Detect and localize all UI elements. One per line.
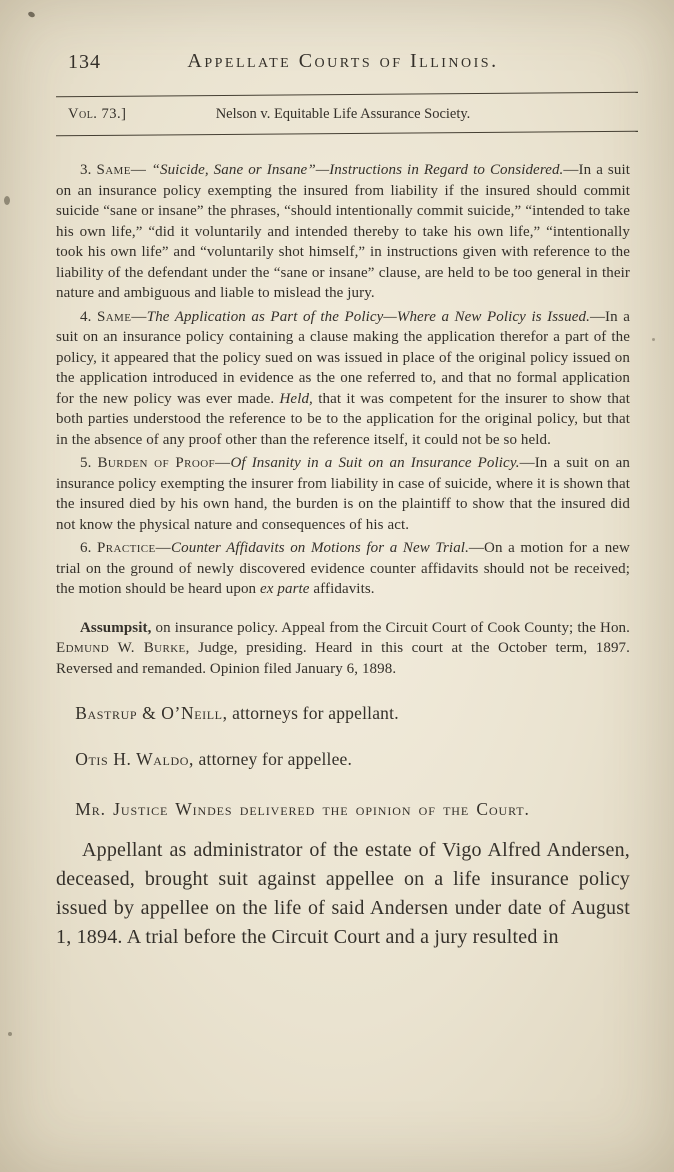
headnote-body: —In a suit on an insurance policy exempting the insured from liability if the insured should commit suicide “sane or insane” the phrases, “should intentionally commit suicide,” “intended to take his own life,” “did it voluntarily and intended thereby to take his own life,” “intentionally took his own life” and “voluntarily shot himself,” in instructions given with reference to the liability of the defendant under the “sane or insane” clause, are held to be too general in their nature and ambiguous and liable to mislead the jury. [56, 162, 631, 301]
case-summary-paragraph [56, 618, 630, 680]
appellee-attorney-line [56, 747, 630, 771]
divider-rule-top [56, 92, 638, 98]
opinion-heading: Mr. Justice Windes delivered the opinion of the Court. [75, 799, 530, 819]
attorney-role: attorney for appellee. [193, 749, 353, 769]
running-head [56, 104, 630, 124]
headnote-body: —In a suit on an insurance policy containing a clause making the application therefor a part of the policy, it appeared that the policy sued on was issued in place of the original policy issued on the application introduced in evidence as the one referred to, and that no formal application for the new policy was ever made. [56, 308, 630, 407]
appellant-attorney-line [56, 701, 630, 725]
page-header [56, 48, 630, 76]
case-name: Nelson v. Equitable Life Assurance Society. [215, 106, 471, 122]
headnote-title: Counter Affidavits on Motions for a New Trial. [171, 540, 469, 556]
headnote-title: The Application as Part of the Policy—Where a New Policy is Issued. [146, 308, 590, 325]
page-number: 134 [68, 51, 101, 73]
headnote-body: —In a suit on an insurance policy exempting the insurer from liability in case of suicide, where it is shown that the insured died by his own hand, the burden is on the plaintiff to show that the insured did not know the physical nature and consequences of his act. [56, 455, 630, 533]
book-title: Appellate Courts of Illinois. [187, 50, 499, 72]
headnote-body-continued: affidavits. [309, 581, 375, 597]
headnotes-section [56, 160, 630, 600]
headnote-title: “Suicide, Sane or Insane”—Instructions in Regard to Considered. [151, 162, 564, 178]
scan-speck [8, 1032, 12, 1036]
headnote-label: Practice— [97, 540, 172, 556]
headnote-number: 6. [80, 540, 92, 556]
headnote-number: 4. [80, 308, 92, 325]
headnote-emphasis: ex parte [260, 581, 310, 597]
attorney-role: attorneys for appellant. [227, 703, 399, 723]
divider-rule-bottom [56, 131, 638, 137]
judge-name: Edmund W. Burke, [56, 640, 190, 656]
headnote-3 [56, 160, 630, 304]
scan-speck [652, 338, 655, 341]
headnote-6 [56, 538, 630, 600]
headnote-title: Of Insanity in a Suit on an Insurance Policy. [230, 455, 520, 471]
headnote-body: —On a motion for a new trial on the ground of newly discovered evidence counter affidavits should not be received; the motion should be heard upon [56, 540, 630, 597]
scan-speck [27, 11, 35, 18]
headnote-label: Burden of Proof— [97, 455, 231, 471]
summary-text: on insurance policy. Appeal from the Circuit Court of Cook County; the Hon. [151, 619, 630, 636]
headnote-4 [56, 307, 630, 451]
attorney-name: Otis H. Waldo, [75, 749, 194, 769]
headnote-label: Same— [96, 308, 147, 325]
headnote-emphasis: Held, [279, 390, 313, 407]
headnote-body-continued: that it was competent for the insurer to show that both parties understood the reference to be to the application for the original policy, but that in the absence of any proof other than the reference itself, it could not be so held. [56, 390, 630, 448]
scan-speck [4, 196, 10, 205]
headnote-label: Same— [96, 162, 152, 178]
headnote-number: 5. [80, 455, 92, 471]
volume-label: Vol. 73.] [68, 106, 127, 122]
headnote-5 [56, 453, 630, 535]
action-type: Assumpsit, [80, 619, 152, 636]
attorney-name: Bastrup & O’Neill, [75, 703, 228, 723]
summary-text-continued: Judge, presiding. Heard in this court at the October term, 1897. Reversed and remanded. Opinion filed January 6, 1898. [56, 640, 630, 677]
opinion-body-paragraph: Appellant as administrator of the estate of Vigo Alfred Andersen, deceased, brought suit against appellee on a life insurance policy issued by appellee on the life of said Andersen under date of August 1, 1894. A trial before the Circuit Court and a jury resulted in [56, 839, 630, 948]
headnote-number: 3. [80, 162, 92, 178]
